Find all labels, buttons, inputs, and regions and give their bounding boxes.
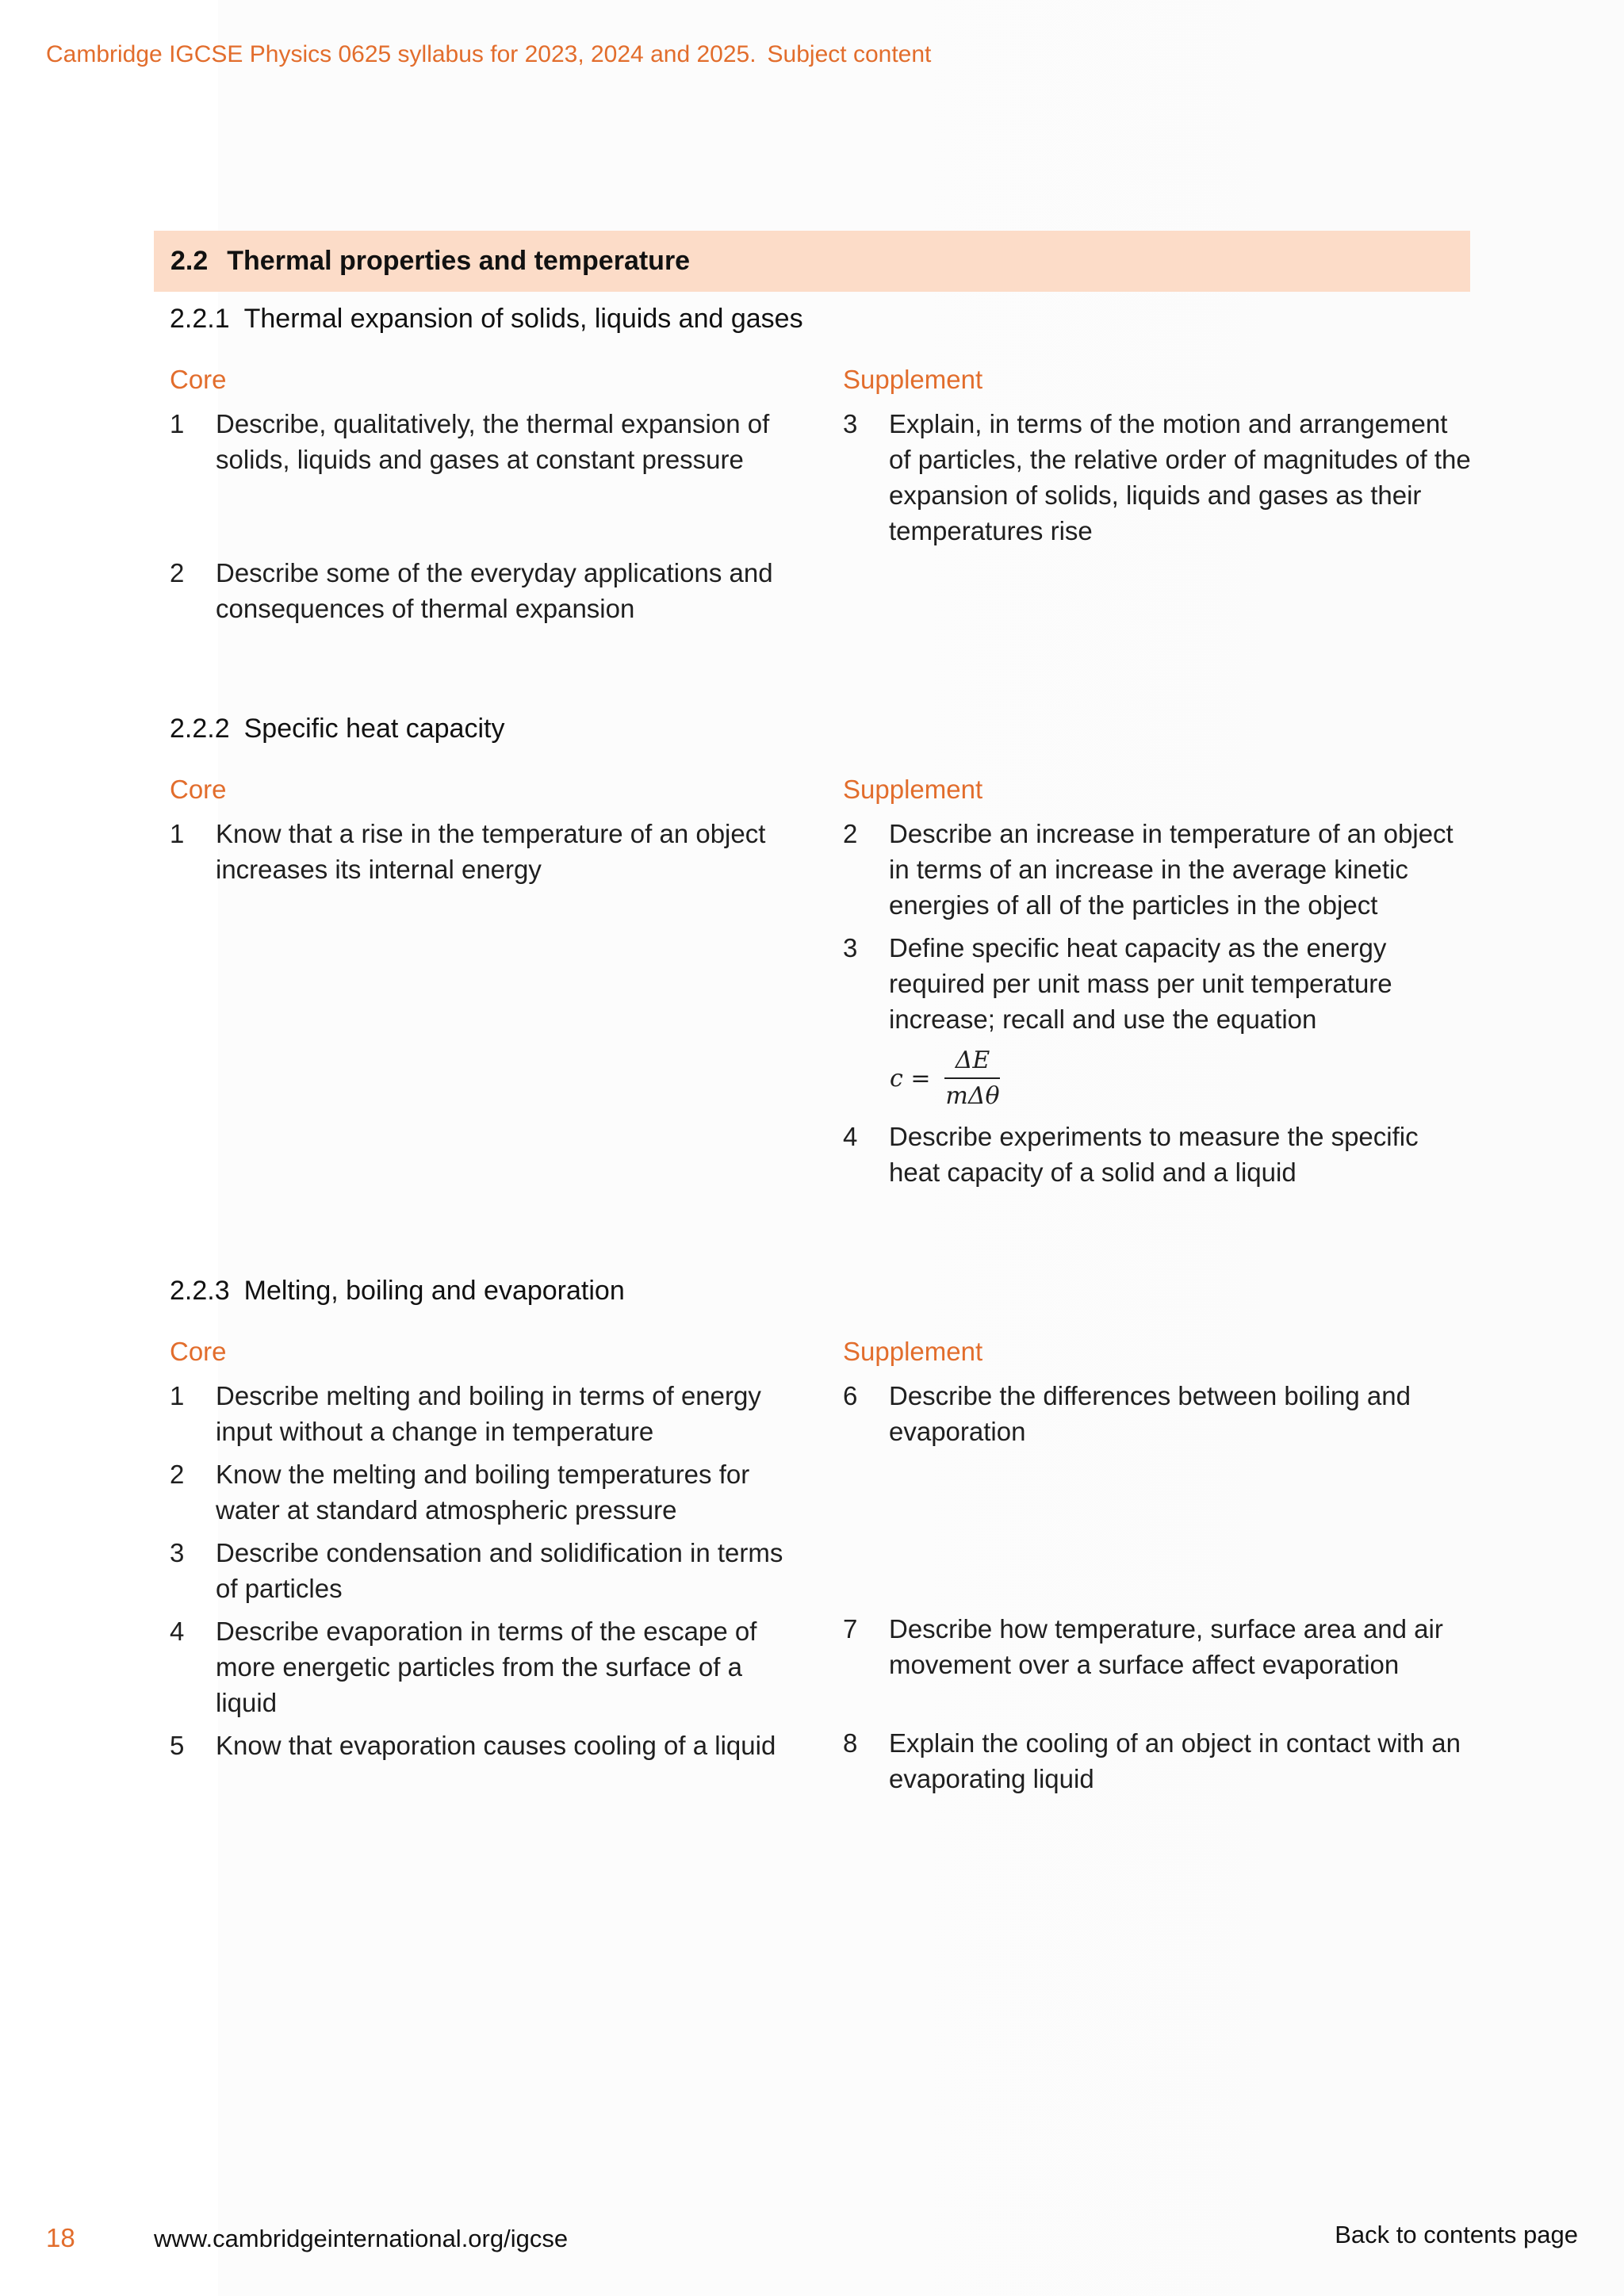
page-number: 18 bbox=[46, 2223, 75, 2252]
subsection-title: Specific heat capacity bbox=[243, 714, 505, 744]
item-text: Describe an increase in temperature of an object in terms of an increase in the average kinetic energies of all of the particles in the object bbox=[889, 819, 1454, 920]
subsection-number: 2.2.2 bbox=[170, 714, 230, 744]
item-text: Describe melting and boiling in terms of energy input without a change in temperature bbox=[216, 1381, 761, 1446]
item-text: Describe experiments to measure the specific heat capacity of a solid and a liquid bbox=[889, 1122, 1419, 1187]
item-number: 4 bbox=[170, 1617, 185, 1646]
section-title: Thermal properties and temperature bbox=[227, 246, 691, 276]
item-text: Describe condensation and solidification in terms of particles bbox=[216, 1538, 783, 1603]
item-text: Know the melting and boiling temperatures for water at standard atmospheric pressure bbox=[216, 1460, 750, 1525]
equation-numerator: ΔE bbox=[955, 1047, 990, 1074]
item-number: 1 bbox=[170, 1381, 185, 1410]
equation-lhs: c = bbox=[890, 1064, 931, 1093]
section-heading bbox=[154, 231, 1470, 292]
item-text: Describe, qualitatively, the thermal expansion of solids, liquids and gases at constant pressure bbox=[216, 409, 770, 474]
item-text: Know that evaporation causes cooling of a liquid bbox=[216, 1731, 776, 1760]
item-text: Know that a rise in the temperature of an object increases its internal energy bbox=[216, 819, 766, 884]
item-text: Describe evaporation in terms of the escape of more energetic particles from the surface of a liquid bbox=[216, 1617, 757, 1717]
subsection-heading bbox=[170, 714, 504, 744]
back-to-contents-link[interactable]: Back to contents page bbox=[1335, 2221, 1578, 2248]
item-number: 3 bbox=[843, 409, 858, 438]
item-number: 1 bbox=[170, 409, 185, 438]
item-number: 3 bbox=[843, 933, 858, 962]
item-text: Describe how temperature, surface area and air movement over a surface affect evaporation bbox=[889, 1614, 1443, 1679]
core-label: Core bbox=[170, 775, 227, 804]
item-text: Explain, in terms of the motion and arrangement of particles, the relative order of magnitudes of the expansion of solids, liquids and gases as their temperatures rise bbox=[889, 409, 1471, 545]
header-title: Cambridge IGCSE Physics 0625 syllabus for 2023, 2024 and 2025. bbox=[46, 41, 756, 67]
item-number: 5 bbox=[170, 1731, 185, 1760]
item-number: 7 bbox=[843, 1614, 858, 1644]
item-text: Explain the cooling of an object in contact with an evaporating liquid bbox=[889, 1728, 1461, 1793]
subsection-title: Melting, boiling and evaporation bbox=[243, 1276, 625, 1306]
item-number: 3 bbox=[170, 1538, 185, 1567]
equation-denominator: mΔθ bbox=[945, 1082, 1000, 1110]
item-text: Describe the differences between boiling and evaporation bbox=[889, 1381, 1411, 1446]
subsection-heading bbox=[170, 304, 803, 335]
supplement-label: Supplement bbox=[843, 775, 983, 804]
item-number: 8 bbox=[843, 1728, 858, 1758]
supplement-label: Supplement bbox=[843, 1337, 983, 1366]
item-number: 6 bbox=[843, 1381, 858, 1410]
item-number: 4 bbox=[843, 1122, 858, 1151]
equation-fraction bbox=[944, 1047, 1000, 1110]
item-text: Describe some of the everyday applications and consequences of thermal expansion bbox=[216, 558, 773, 623]
item-number: 1 bbox=[170, 819, 185, 848]
item-number: 2 bbox=[843, 819, 858, 848]
item-text: Define specific heat capacity as the energy required per unit mass per unit temperature increase; recall and use the equation bbox=[889, 933, 1392, 1034]
header-section: Subject content bbox=[767, 41, 932, 67]
subsection-number: 2.2.1 bbox=[170, 304, 230, 334]
website-link[interactable]: www.cambridgeinternational.org/igcse bbox=[154, 2225, 569, 2252]
specific-heat-equation bbox=[890, 1047, 1000, 1110]
core-label: Core bbox=[170, 1337, 227, 1366]
item-number: 2 bbox=[170, 558, 185, 587]
subsection-number: 2.2.3 bbox=[170, 1276, 230, 1306]
subsection-title: Thermal expansion of solids, liquids and gases bbox=[243, 304, 803, 334]
supplement-label: Supplement bbox=[843, 365, 983, 394]
item-number: 2 bbox=[170, 1460, 185, 1489]
core-label: Core bbox=[170, 365, 227, 394]
section-number: 2.2 bbox=[170, 246, 209, 276]
subsection-heading bbox=[170, 1276, 625, 1307]
running-header bbox=[46, 41, 931, 68]
